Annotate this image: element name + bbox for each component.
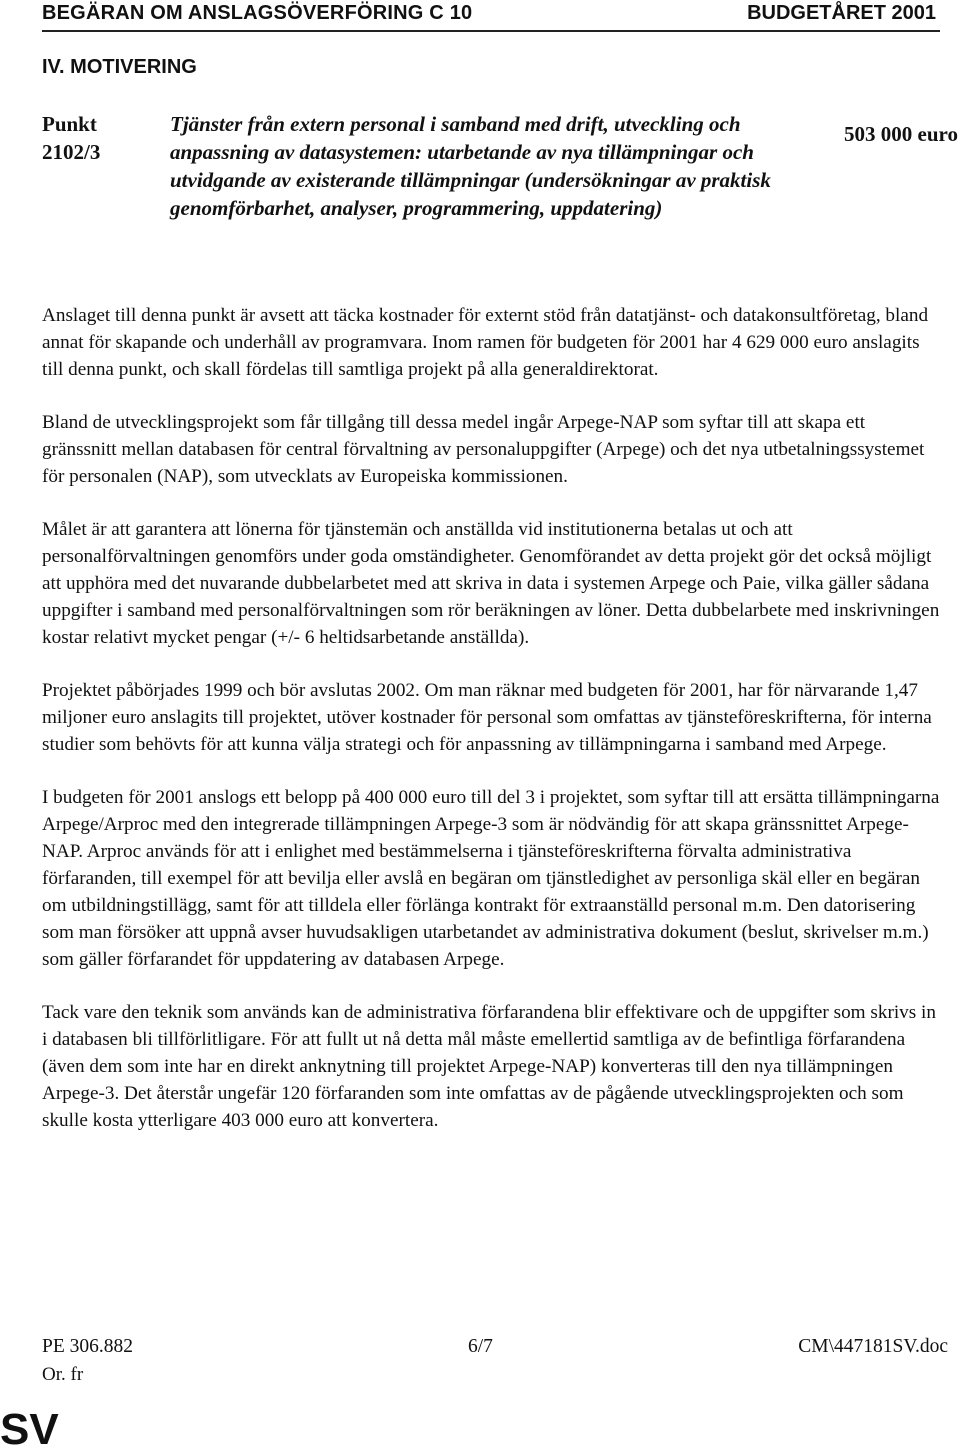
item-amount: 503 000 euro (844, 122, 958, 146)
item-number: 2102/3 (42, 140, 101, 164)
budget-year: BUDGETÅRET 2001 (747, 2, 936, 24)
paragraph: I budgeten för 2001 anslogs ett belopp på 400 000 euro till del 3 i projektet, som syftar till att ersätta tillämpningarna Arpege/Arproc med den integrerade tillämpningen Arpege-3 som är nödvändig för att skapa gränssnittet Arpege-NAP. Arproc används för att i enlighet med bestämmelserna i tjänsteföreskrifterna förvalta administrativa förfaranden, till exempel för att bevilja eller avslå en begäran om tjänstledighet av personliga skäl eller en begäran om utbildningstillägg, samt för att tilldela eller förlänga kontrakt för extraanställd personal m.m. Den datorisering som man försöker att uppnå avser huvudsakligen utarbetandet av administrativa dokument (beslut, skrivelser m.m.) som gäller förfarandet för uppdatering av databasen Arpege. (42, 787, 940, 970)
footer-original-language: Or. fr (42, 1364, 84, 1385)
document-title: BEGÄRAN OM ANSLAGSÖVERFÖRING C 10 (42, 2, 473, 24)
section-heading: IV. MOTIVERING (42, 56, 197, 78)
paragraph: Målet är att garantera att lönerna för tjänstemän och anställda vid institutionerna betalas ut och att personalförvaltningen genomförs under goda omständigheter. Genomförandet av detta projekt gör det också möjligt att upphöra med det nuvarande dubbelarbetet med att skriva in data i systemen Arpege och Paie, vilka gäller sådana uppgifter i samband med personalförvaltningen som rör beräkningen av löner. Detta dubbelarbete med inskrivningen kostar relativt mycket pengar (+/- 6 heltidsarbetande anställda). (42, 519, 940, 648)
document-body (42, 302, 940, 1160)
document-footer (42, 1336, 948, 1396)
item-label (42, 110, 152, 166)
item-description: Tjänster från extern personal i samband med drift, utveckling och anpassning av datasystemen: utarbetande av nya tillämpningar och utvidgande av existerande tillämpningar (undersökningar av praktisk genomförbarhet, analyser, programmering, uppdatering) (170, 112, 771, 220)
language-code: SV (0, 1405, 59, 1454)
paragraph: Tack vare den teknik som används kan de administrativa förfarandena blir effektivare och de uppgifter som skrivs in i databasen bli tillförlitligare. För att fullt ut nå detta mål måste emellertid samtliga av de befintliga förfarandena (även dem som inte har en direkt anknytning till projektet Arpege-NAP) konverteras till den nya tillämpningen Arpege-3. Det återstår ungefär 120 förfaranden som inte omfattas av de pågående utvecklingsprojekten och som skulle kosta ytterligare 403 000 euro att konvertera. (42, 1002, 936, 1131)
footer-reference: PE 306.882 (42, 1336, 134, 1357)
item-label-word: Punkt (42, 112, 97, 136)
document-header (42, 0, 940, 32)
paragraph: Anslaget till denna punkt är avsett att täcka kostnader för externt stöd från datatjänst- och datakonsultföretag, bland annat för skapande och underhåll av programvara. Inom ramen för budgeten för 2001 har 4 629 000 euro anslagits till denna punkt, och skall fördelas till samtliga projekt på alla generaldirektorat. (42, 305, 929, 380)
paragraph: Bland de utvecklingsprojekt som får tillgång till dessa medel ingår Arpege-NAP som syftar till att skapa ett gränssnitt mellan databasen för central förvaltning av personaluppgifter (Arpege) och det nya utbetalningssystemet för personalen (NAP), som utvecklats av Europeiska kommissionen. (42, 412, 925, 487)
footer-filename: CM\447181SV.doc (798, 1336, 948, 1357)
paragraph: Projektet påbörjades 1999 och bör avslutas 2002. Om man räknar med budgeten för 2001, har för närvarande 1,47 miljoner euro anslagits till projektet, utöver kostnader för personal som omfattas av tjänsteföreskrifterna, för interna studier som behövts för att kunna välja strategi och för anpassning av tillämpningarna i samband med Arpege. (42, 680, 932, 755)
footer-page-number: 6/7 (468, 1336, 493, 1357)
